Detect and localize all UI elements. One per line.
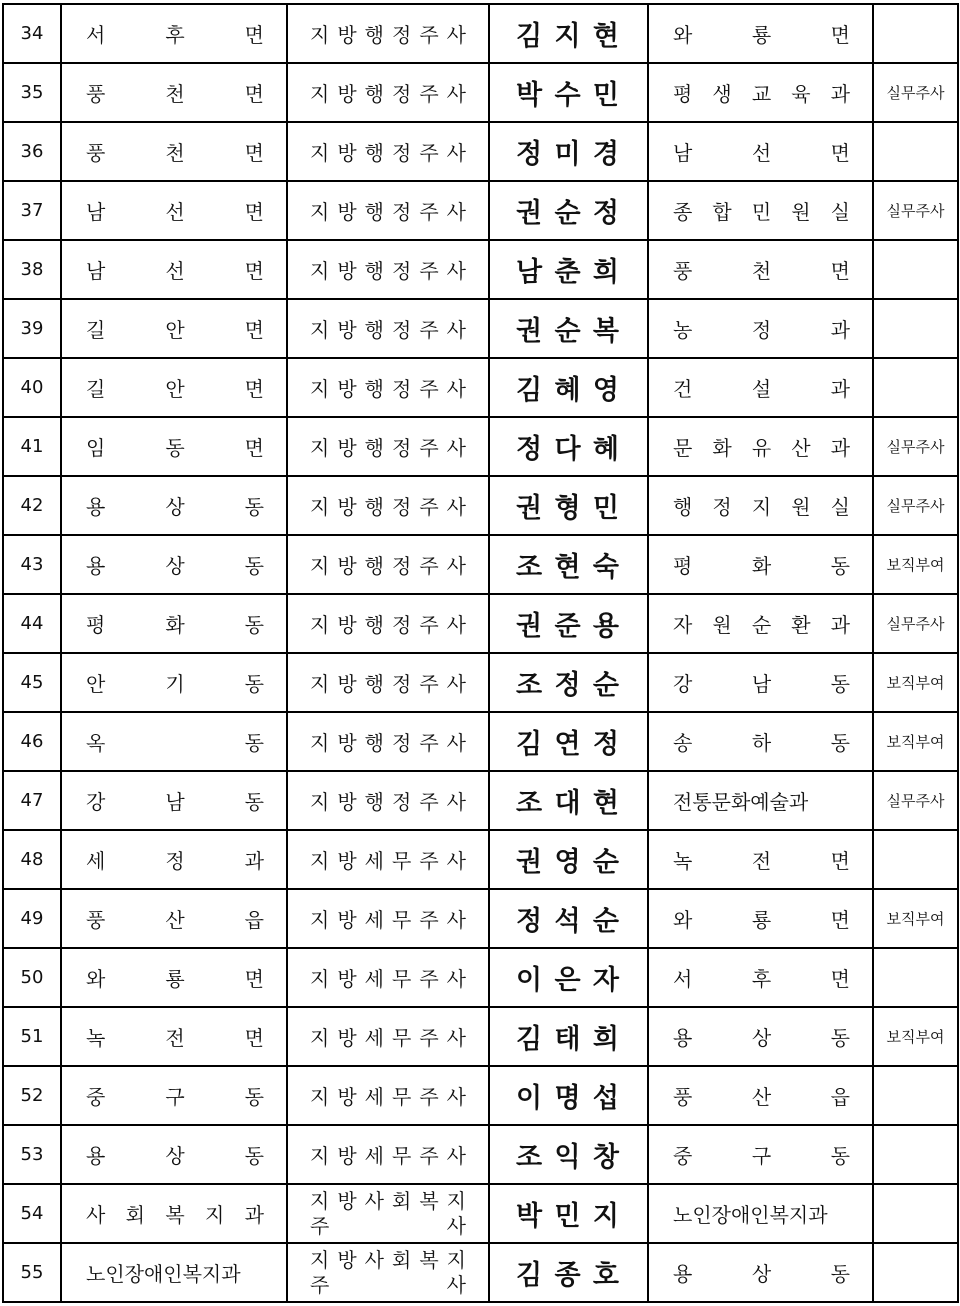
- current-department-text: 서 후 면: [86, 23, 264, 47]
- table-body: [3, 4, 958, 1302]
- job-rank: [287, 594, 489, 653]
- job-rank-text: 지 방 행 정 주 사: [310, 436, 466, 460]
- job-rank-text: 지 방 사 회 복 지 주 사: [310, 1247, 466, 1297]
- new-department: [648, 594, 873, 653]
- current-department: [61, 948, 287, 1007]
- employee-name-text: 김 종 호: [516, 1260, 619, 1291]
- table-row: [3, 948, 958, 1007]
- personnel-table: [2, 3, 959, 1303]
- employee-name: [489, 240, 648, 299]
- table-row: [3, 594, 958, 653]
- new-department-text: 평 생 교 육 과: [673, 82, 850, 106]
- current-department-text: 안 기 동: [86, 672, 264, 696]
- employee-name-text: 이 명 섭: [516, 1083, 619, 1114]
- current-department-text: 와 룡 면: [86, 967, 264, 991]
- job-rank: [287, 240, 489, 299]
- row-number: 50: [3, 948, 61, 1007]
- current-department: [61, 653, 287, 712]
- current-department: [61, 712, 287, 771]
- new-department: [648, 653, 873, 712]
- employee-name-text: 권 순 복: [516, 316, 619, 347]
- new-department: [648, 476, 873, 535]
- new-department-text: 송 하 동: [673, 731, 850, 755]
- job-rank-text: 지 방 행 정 주 사: [310, 259, 466, 283]
- job-rank: [287, 122, 489, 181]
- current-department: [61, 122, 287, 181]
- table-row: [3, 535, 958, 594]
- employee-name-text: 정 미 경: [516, 139, 619, 170]
- remark: 실무주사: [873, 181, 958, 240]
- current-department: [61, 1184, 287, 1243]
- table-row: [3, 889, 958, 948]
- table-row: [3, 4, 958, 63]
- job-rank: [287, 358, 489, 417]
- row-number: 38: [3, 240, 61, 299]
- row-number: 45: [3, 653, 61, 712]
- new-department: [648, 417, 873, 476]
- current-department: [61, 535, 287, 594]
- new-department-text: 노인장애인복지과: [673, 1203, 828, 1227]
- job-rank: [287, 653, 489, 712]
- current-department-text: 녹 전 면: [86, 1026, 264, 1050]
- table-row: [3, 1243, 958, 1302]
- new-department-text: 녹 전 면: [673, 849, 850, 873]
- job-rank: [287, 299, 489, 358]
- row-number: 39: [3, 299, 61, 358]
- current-department-text: 옥 동: [86, 731, 264, 755]
- remark: [873, 830, 958, 889]
- job-rank: [287, 1007, 489, 1066]
- row-number: 34: [3, 4, 61, 63]
- employee-name: [489, 771, 648, 830]
- table-row: [3, 712, 958, 771]
- remark: 실무주사: [873, 771, 958, 830]
- row-number: 37: [3, 181, 61, 240]
- employee-name: [489, 830, 648, 889]
- current-department: [61, 1007, 287, 1066]
- new-department: [648, 830, 873, 889]
- new-department: [648, 122, 873, 181]
- current-department-text: 길 안 면: [86, 318, 264, 342]
- row-number: 55: [3, 1243, 61, 1302]
- employee-name-text: 권 순 정: [516, 198, 619, 229]
- current-department: [61, 1243, 287, 1302]
- new-department-text: 남 선 면: [673, 141, 850, 165]
- job-rank-text: 지 방 행 정 주 사: [310, 318, 466, 342]
- job-rank: [287, 63, 489, 122]
- new-department: [648, 1066, 873, 1125]
- job-rank-text: 지 방 세 무 주 사: [310, 908, 466, 932]
- new-department-text: 자 원 순 환 과: [673, 613, 850, 637]
- new-department-text: 와 룡 면: [673, 908, 850, 932]
- remark: [873, 4, 958, 63]
- new-department-text: 용 상 동: [673, 1026, 850, 1050]
- job-rank-text: 지 방 행 정 주 사: [310, 23, 466, 47]
- job-rank: [287, 1243, 489, 1302]
- remark: 보직부여: [873, 1007, 958, 1066]
- row-number: 54: [3, 1184, 61, 1243]
- employee-name-text: 이 은 자: [516, 965, 619, 996]
- table-row: [3, 240, 958, 299]
- employee-name: [489, 1007, 648, 1066]
- current-department-text: 중 구 동: [86, 1085, 264, 1109]
- employee-name: [489, 948, 648, 1007]
- table-row: [3, 830, 958, 889]
- new-department-text: 전통문화예술과: [673, 790, 809, 814]
- new-department-text: 용 상 동: [673, 1262, 850, 1286]
- current-department-text: 노인장애인복지과: [86, 1262, 241, 1286]
- current-department: [61, 181, 287, 240]
- employee-name-text: 정 다 혜: [516, 434, 619, 465]
- current-department: [61, 889, 287, 948]
- job-rank-text: 지 방 세 무 주 사: [310, 1026, 466, 1050]
- new-department: [648, 535, 873, 594]
- current-department-text: 평 화 동: [86, 613, 264, 637]
- remark: 실무주사: [873, 63, 958, 122]
- remark: [873, 1243, 958, 1302]
- new-department-text: 건 설 과: [673, 377, 850, 401]
- remark: [873, 1125, 958, 1184]
- row-number: 48: [3, 830, 61, 889]
- current-department: [61, 1066, 287, 1125]
- new-department-text: 중 구 동: [673, 1144, 850, 1168]
- new-department-text: 와 룡 면: [673, 23, 850, 47]
- remark: 보직부여: [873, 712, 958, 771]
- current-department-text: 용 상 동: [86, 1144, 264, 1168]
- current-department-text: 남 선 면: [86, 200, 264, 224]
- employee-name-text: 조 현 숙: [516, 552, 619, 583]
- employee-name-text: 조 정 순: [516, 670, 619, 701]
- job-rank-text: 지 방 행 정 주 사: [310, 672, 466, 696]
- job-rank: [287, 1184, 489, 1243]
- table-row: [3, 1125, 958, 1184]
- job-rank-text: 지 방 행 정 주 사: [310, 554, 466, 578]
- new-department: [648, 948, 873, 1007]
- remark: 보직부여: [873, 535, 958, 594]
- table-row: [3, 1184, 958, 1243]
- remark: [873, 299, 958, 358]
- new-department: [648, 4, 873, 63]
- table-row: [3, 417, 958, 476]
- row-number: 49: [3, 889, 61, 948]
- employee-name-text: 조 대 현: [516, 788, 619, 819]
- remark: [873, 240, 958, 299]
- job-rank-text: 지 방 세 무 주 사: [310, 849, 466, 873]
- current-department: [61, 594, 287, 653]
- new-department: [648, 1243, 873, 1302]
- job-rank: [287, 712, 489, 771]
- current-department: [61, 1125, 287, 1184]
- employee-name: [489, 181, 648, 240]
- new-department: [648, 1184, 873, 1243]
- new-department: [648, 240, 873, 299]
- employee-name: [489, 1125, 648, 1184]
- job-rank: [287, 1125, 489, 1184]
- remark: 보직부여: [873, 653, 958, 712]
- row-number: 43: [3, 535, 61, 594]
- employee-name: [489, 299, 648, 358]
- current-department-text: 임 동 면: [86, 436, 264, 460]
- current-department: [61, 771, 287, 830]
- job-rank-text: 지 방 행 정 주 사: [310, 731, 466, 755]
- job-rank: [287, 181, 489, 240]
- row-number: 47: [3, 771, 61, 830]
- job-rank-text: 지 방 행 정 주 사: [310, 141, 466, 165]
- table-row: [3, 476, 958, 535]
- employee-name: [489, 1243, 648, 1302]
- employee-name: [489, 653, 648, 712]
- job-rank: [287, 535, 489, 594]
- current-department: [61, 299, 287, 358]
- job-rank-text: 지 방 세 무 주 사: [310, 967, 466, 991]
- employee-name-text: 권 준 용: [516, 611, 619, 642]
- remark: 실무주사: [873, 417, 958, 476]
- new-department: [648, 1007, 873, 1066]
- employee-name-text: 김 지 현: [516, 21, 619, 52]
- remark: [873, 358, 958, 417]
- table-row: [3, 63, 958, 122]
- job-rank-text: 지 방 세 무 주 사: [310, 1085, 466, 1109]
- table-row: [3, 181, 958, 240]
- job-rank-text: 지 방 세 무 주 사: [310, 1144, 466, 1168]
- job-rank: [287, 476, 489, 535]
- job-rank-text: 지 방 행 정 주 사: [310, 82, 466, 106]
- new-department: [648, 358, 873, 417]
- remark: 보직부여: [873, 889, 958, 948]
- job-rank-text: 지 방 행 정 주 사: [310, 613, 466, 637]
- row-number: 42: [3, 476, 61, 535]
- job-rank: [287, 1066, 489, 1125]
- table-row: [3, 358, 958, 417]
- current-department: [61, 240, 287, 299]
- row-number: 35: [3, 63, 61, 122]
- current-department-text: 풍 천 면: [86, 82, 264, 106]
- table-row: [3, 771, 958, 830]
- new-department-text: 풍 산 읍: [673, 1085, 850, 1109]
- current-department-text: 길 안 면: [86, 377, 264, 401]
- employee-name: [489, 4, 648, 63]
- new-department: [648, 299, 873, 358]
- new-department: [648, 63, 873, 122]
- employee-name-text: 권 형 민: [516, 493, 619, 524]
- job-rank-text: 지 방 행 정 주 사: [310, 495, 466, 519]
- employee-name: [489, 476, 648, 535]
- employee-name: [489, 535, 648, 594]
- employee-name-text: 박 민 지: [516, 1201, 619, 1232]
- employee-name: [489, 1066, 648, 1125]
- current-department: [61, 4, 287, 63]
- row-number: 52: [3, 1066, 61, 1125]
- employee-name: [489, 1184, 648, 1243]
- employee-name: [489, 594, 648, 653]
- new-department: [648, 1125, 873, 1184]
- employee-name: [489, 417, 648, 476]
- row-number: 51: [3, 1007, 61, 1066]
- new-department-text: 서 후 면: [673, 967, 850, 991]
- employee-name-text: 정 석 순: [516, 906, 619, 937]
- current-department-text: 용 상 동: [86, 554, 264, 578]
- table-row: [3, 122, 958, 181]
- new-department-text: 풍 천 면: [673, 259, 850, 283]
- remark: 실무주사: [873, 476, 958, 535]
- row-number: 41: [3, 417, 61, 476]
- current-department: [61, 63, 287, 122]
- employee-name-text: 김 연 정: [516, 729, 619, 760]
- new-department-text: 강 남 동: [673, 672, 850, 696]
- row-number: 46: [3, 712, 61, 771]
- remark: [873, 1066, 958, 1125]
- new-department: [648, 771, 873, 830]
- job-rank: [287, 830, 489, 889]
- remark: [873, 122, 958, 181]
- job-rank: [287, 889, 489, 948]
- job-rank: [287, 771, 489, 830]
- employee-name: [489, 358, 648, 417]
- employee-name-text: 박 수 민: [516, 80, 619, 111]
- row-number: 53: [3, 1125, 61, 1184]
- current-department: [61, 476, 287, 535]
- job-rank: [287, 948, 489, 1007]
- current-department-text: 남 선 면: [86, 259, 264, 283]
- current-department: [61, 417, 287, 476]
- remark: [873, 1184, 958, 1243]
- row-number: 44: [3, 594, 61, 653]
- employee-name-text: 남 춘 희: [516, 257, 619, 288]
- new-department: [648, 889, 873, 948]
- table-row: [3, 1007, 958, 1066]
- employee-name: [489, 63, 648, 122]
- table-row: [3, 653, 958, 712]
- employee-name-text: 김 혜 영: [516, 375, 619, 406]
- new-department-text: 농 정 과: [673, 318, 850, 342]
- current-department-text: 세 정 과: [86, 849, 264, 873]
- job-rank-text: 지 방 행 정 주 사: [310, 200, 466, 224]
- job-rank: [287, 4, 489, 63]
- new-department: [648, 181, 873, 240]
- current-department: [61, 358, 287, 417]
- table-row: [3, 1066, 958, 1125]
- employee-name: [489, 889, 648, 948]
- employee-name-text: 김 태 희: [516, 1024, 619, 1055]
- current-department-text: 강 남 동: [86, 790, 264, 814]
- current-department-text: 풍 산 읍: [86, 908, 264, 932]
- employee-name-text: 권 영 순: [516, 847, 619, 878]
- row-number: 40: [3, 358, 61, 417]
- employee-name: [489, 122, 648, 181]
- remark: [873, 948, 958, 1007]
- current-department-text: 사 회 복 지 과: [86, 1203, 264, 1227]
- job-rank-text: 지 방 행 정 주 사: [310, 377, 466, 401]
- job-rank-text: 지 방 사 회 복 지 주 사: [310, 1188, 466, 1238]
- new-department-text: 행 정 지 원 실: [673, 495, 850, 519]
- current-department: [61, 830, 287, 889]
- new-department-text: 종 합 민 원 실: [673, 200, 850, 224]
- current-department-text: 풍 천 면: [86, 141, 264, 165]
- current-department-text: 용 상 동: [86, 495, 264, 519]
- employee-name: [489, 712, 648, 771]
- job-rank: [287, 417, 489, 476]
- remark: 실무주사: [873, 594, 958, 653]
- table-row: [3, 299, 958, 358]
- job-rank-text: 지 방 행 정 주 사: [310, 790, 466, 814]
- new-department: [648, 712, 873, 771]
- new-department-text: 문 화 유 산 과: [673, 436, 850, 460]
- employee-name-text: 조 익 창: [516, 1142, 619, 1173]
- new-department-text: 평 화 동: [673, 554, 850, 578]
- row-number: 36: [3, 122, 61, 181]
